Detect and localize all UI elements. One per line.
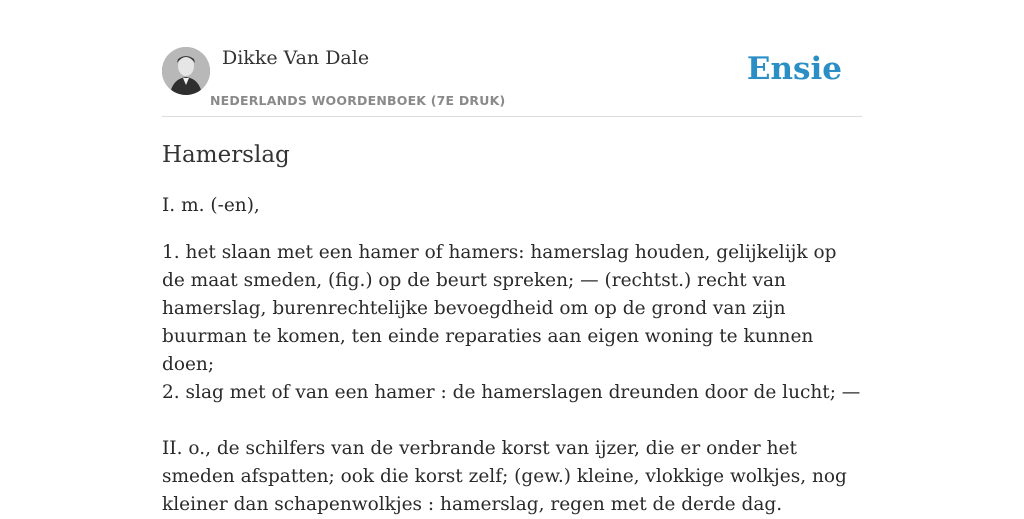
source-title[interactable]: NEDERLANDS WOORDENBOEK (7E DRUK)	[210, 93, 506, 108]
entry-title: Hamerslag	[162, 142, 290, 168]
author-avatar[interactable]	[162, 47, 210, 95]
paragraph-spacer	[162, 407, 862, 435]
sense-1: 1. het slaan met een hamer of hamers: hamerslag houden, gelijkelijk op de maat smeden, (fig.) op de beurt spreken; — (rechtst.) recht van hamerslag, burenrechtelijke bevoegdheid om op de grond van zijn buurman te komen, ten einde reparaties aan eigen woning te kunnen doen;	[162, 242, 837, 375]
sense-ii: II. o., de schilfers van de verbrande korst van ijzer, die er onder het smeden afspatten; ook die korst zelf; (gew.) kleine, vlokkige wolkjes, nog kleiner dan schapenwolkjes : hamerslag, regen met de derde dag.	[162, 438, 847, 515]
author-name[interactable]: Dikke Van Dale	[222, 47, 370, 69]
entry-header	[162, 0, 862, 117]
entry-definition	[162, 192, 862, 519]
brand-logo[interactable]: Ensie	[746, 51, 842, 87]
sense-2: 2. slag met of van een hamer : de hamerslagen dreunden door de lucht; —	[162, 382, 861, 403]
portrait-icon	[162, 47, 210, 95]
entry-card	[162, 0, 862, 515]
grammar-info: I. m. (-en),	[162, 195, 260, 216]
